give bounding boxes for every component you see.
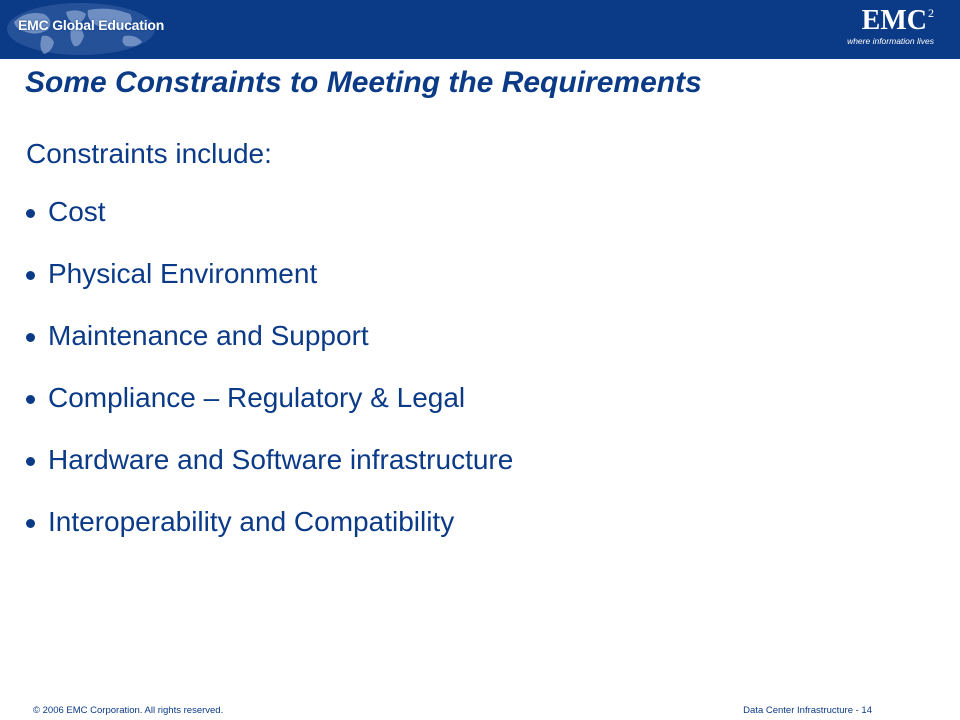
list-item — [26, 444, 513, 506]
bullet-list — [26, 196, 513, 568]
list-item — [26, 382, 513, 444]
bullet-icon — [26, 271, 35, 280]
header-bar — [0, 0, 960, 59]
bullet-text: Physical Environment — [48, 258, 318, 289]
list-item — [26, 258, 513, 320]
bullet-icon — [26, 209, 35, 218]
bullet-text: Compliance – Regulatory & Legal — [48, 382, 466, 413]
footer-copyright: © 2006 EMC Corporation. All rights reserved. — [33, 705, 224, 716]
emc-logo — [834, 6, 934, 52]
bullet-icon — [26, 395, 35, 404]
list-item — [26, 320, 513, 382]
list-item — [26, 196, 513, 258]
global-education-logo — [6, 2, 165, 57]
intro-text: Constraints include: — [26, 138, 272, 169]
footer-page-label: Data Center Infrastructure - 14 — [743, 705, 872, 716]
bullet-icon — [26, 457, 35, 466]
bullet-text: Maintenance and Support — [48, 320, 369, 351]
brand-name: EMC — [861, 5, 927, 36]
bullet-icon — [26, 333, 35, 342]
bullet-text: Interoperability and Compatibility — [48, 506, 455, 537]
bullet-text: Cost — [48, 196, 106, 227]
bullet-text: Hardware and Software infrastructure — [48, 444, 514, 475]
bullet-icon — [26, 519, 35, 528]
slide-title: Some Constraints to Meeting the Requirements — [25, 66, 702, 99]
list-item — [26, 506, 513, 568]
global-education-logo-text: EMC Global Education — [18, 17, 165, 33]
brand-superscript: 2 — [928, 6, 934, 20]
brand-tagline: where information lives — [847, 36, 934, 46]
